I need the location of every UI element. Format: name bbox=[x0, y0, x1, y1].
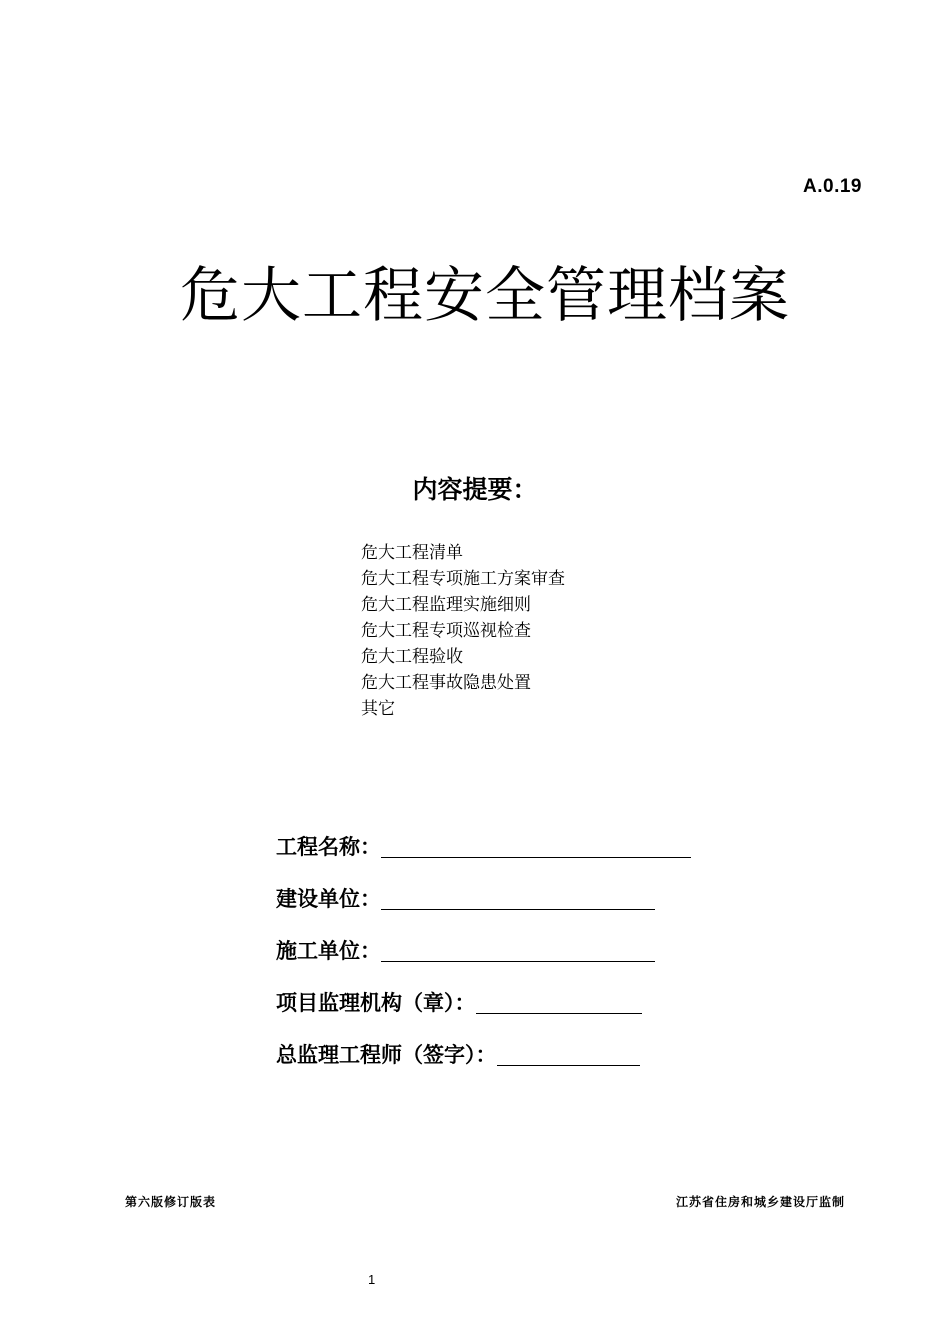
construction-unit-label: 建设单位： bbox=[276, 887, 381, 911]
project-name-blank[interactable] bbox=[381, 835, 691, 858]
summary-item: 危大工程验收 bbox=[361, 647, 463, 667]
supervision-org-blank[interactable] bbox=[476, 991, 642, 1014]
info-fields bbox=[276, 810, 691, 1070]
chief-engineer-row bbox=[276, 1018, 691, 1070]
summary-item: 危大工程清单 bbox=[361, 543, 463, 563]
chief-engineer-blank[interactable] bbox=[497, 1043, 640, 1066]
project-name-row bbox=[276, 810, 691, 862]
construction-unit-row bbox=[276, 862, 691, 914]
construction-unit-blank[interactable] bbox=[381, 887, 655, 910]
issuer-note: 江苏省住房和城乡建设厅监制 bbox=[675, 1195, 845, 1209]
summary-item: 危大工程监理实施细则 bbox=[361, 595, 531, 615]
summary-title: 内容提要： bbox=[412, 475, 538, 504]
summary-list bbox=[361, 540, 565, 722]
summary-item: 危大工程事故隐患处置 bbox=[361, 673, 531, 693]
chief-engineer-label: 总监理工程师（签字）： bbox=[276, 1043, 497, 1067]
supervision-org-label: 项目监理机构（章）： bbox=[276, 991, 476, 1015]
contractor-label: 施工单位： bbox=[276, 939, 381, 963]
page-number: 1 bbox=[368, 1272, 376, 1287]
edition-note: 第六版修订版表 bbox=[125, 1195, 217, 1209]
form-code: A.0.19 bbox=[803, 176, 862, 197]
summary-item: 危大工程专项巡视检查 bbox=[361, 621, 531, 641]
project-name-label: 工程名称： bbox=[276, 835, 381, 859]
summary-item: 其它 bbox=[361, 699, 395, 719]
summary-item: 危大工程专项施工方案审查 bbox=[361, 569, 565, 589]
contractor-row bbox=[276, 914, 691, 966]
document-title: 危大工程安全管理档案 bbox=[180, 261, 790, 331]
supervision-org-row bbox=[276, 966, 691, 1018]
contractor-blank[interactable] bbox=[381, 939, 655, 962]
